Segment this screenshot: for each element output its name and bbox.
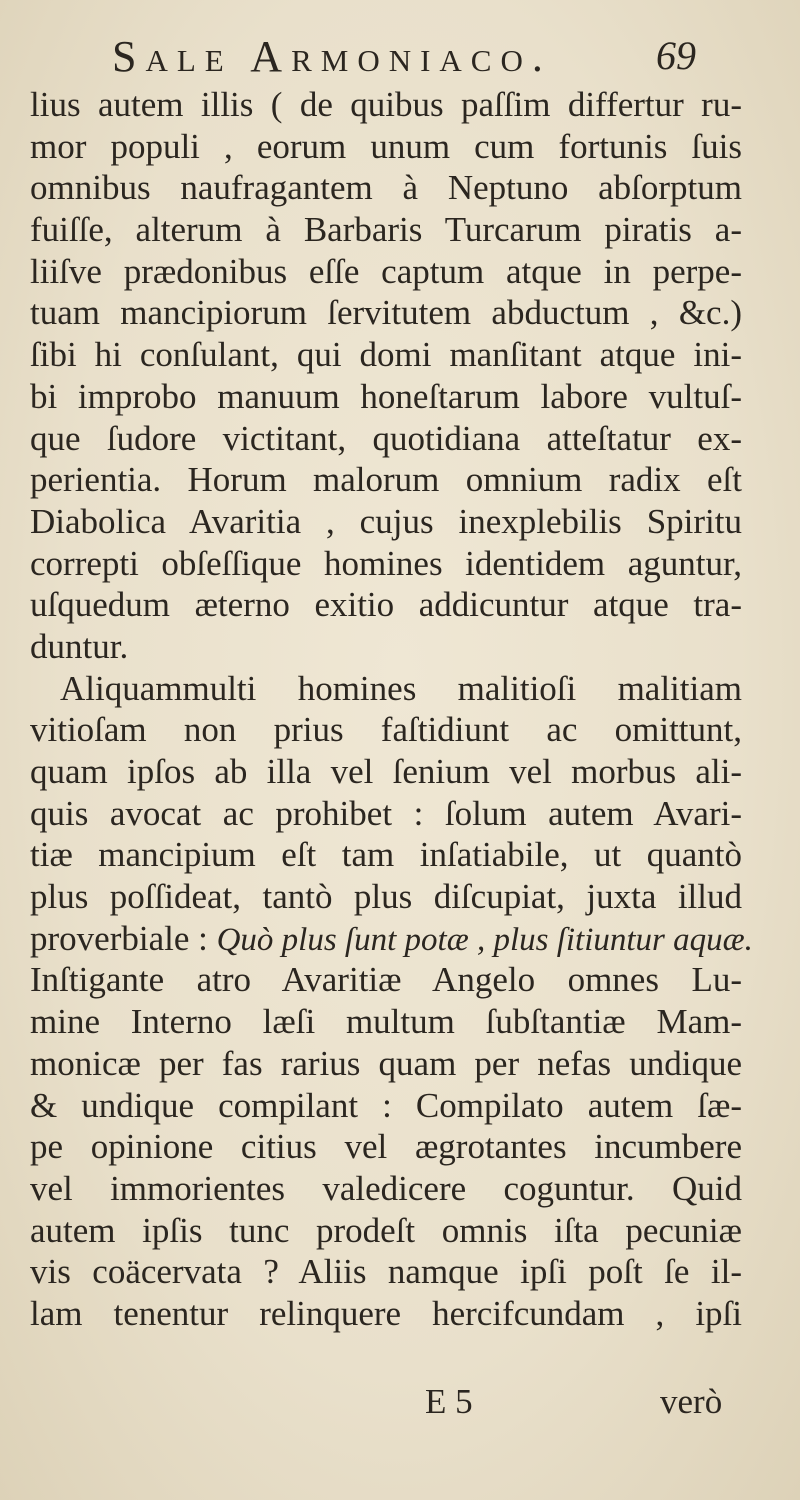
- text-line: correpti obſeſſique homines identidem aguntur,: [30, 543, 742, 583]
- text-line: quam ipſos ab illa vel ſenium vel morbus ali-: [30, 752, 742, 791]
- text-line: mor populi , eorum unum cum fortunis ſuis: [30, 126, 742, 166]
- text-line: Diabolica Avaritia , cujus inexplebilis Spiritu: [30, 501, 742, 541]
- proverb-prefix: proverbiale :: [30, 918, 217, 958]
- body-text: [30, 84, 753, 1335]
- text-line: Inſtigante atro Avaritiæ Angelo omnes Lu-: [30, 960, 742, 1000]
- text-line: mine Interno læſi multum ſubſtantiæ Mam-: [30, 1002, 742, 1042]
- text-line: plus poſſideat, tantò plus diſcupiat, juxta illud: [30, 877, 742, 917]
- text-line: bi improbo manuum honeſtarum labore vultuſ-: [30, 376, 742, 416]
- text-line: lius autem illis ( de quibus paſſim differtur ru-: [30, 85, 742, 124]
- text-line: perientia. Horum malorum omnium radix eſt: [30, 460, 742, 500]
- page-footer: [0, 1380, 800, 1430]
- text-line: tuam mancipiorum ſervitutem abductum , &c.): [30, 293, 742, 333]
- text-line: uſquedum æterno exitio addicuntur atque tra-: [30, 585, 742, 625]
- catchword: verò: [660, 1382, 723, 1421]
- text-line: vitioſam non prius faſtidiunt ac omittunt,: [30, 710, 742, 750]
- text-line: monicæ per fas rarius quam per nefas undique: [30, 1043, 742, 1083]
- text-line: omnibus naufragantem à Neptuno abſorptum: [30, 168, 742, 208]
- proverb-line: [30, 918, 753, 960]
- text-line: duntur.: [30, 626, 129, 666]
- text-line: & undique compilant : Compilato autem ſæ-: [30, 1085, 742, 1125]
- text-line: pe opinione citius vel ægrotantes incumbere: [30, 1127, 742, 1167]
- text-line: autem ipſis tunc prodeſt omnis iſta pecuniæ: [30, 1210, 742, 1250]
- text-line: que ſudore victitant, quotidiana atteſtatur ex-: [30, 418, 742, 458]
- proverb-quote: Quò plus ſunt potæ , plus ſitiuntur aquæ.: [216, 921, 753, 958]
- running-head: Sale Armoniaco.: [112, 32, 552, 81]
- text-line: liiſve prædonibus eſſe captum atque in perpe-: [30, 251, 742, 291]
- text-line: tiæ mancipium eſt tam inſatiabile, ut quantò: [30, 835, 742, 875]
- text-line: vis coäcervata ? Aliis namque ipſi poſt ſe il-: [30, 1252, 742, 1292]
- signature-mark: E 5: [425, 1382, 473, 1421]
- text-line: quis avocat ac prohibet : ſolum autem Avari-: [30, 793, 742, 833]
- paragraph-start-line: Aliquammulti homines malitioſi malitiam: [60, 668, 742, 708]
- page-header: [0, 30, 800, 92]
- text-line: fuiſſe, alterum à Barbaris Turcarum piratis a-: [30, 210, 742, 250]
- text-line: lam tenentur relinquere hercifcundam , ipſi: [30, 1293, 742, 1333]
- text-line: vel immorientes valedicere coguntur. Quid: [30, 1168, 742, 1208]
- text-line: ſibi hi conſulant, qui domi manſitant atque ini-: [30, 335, 742, 375]
- page-number: 69: [656, 33, 696, 78]
